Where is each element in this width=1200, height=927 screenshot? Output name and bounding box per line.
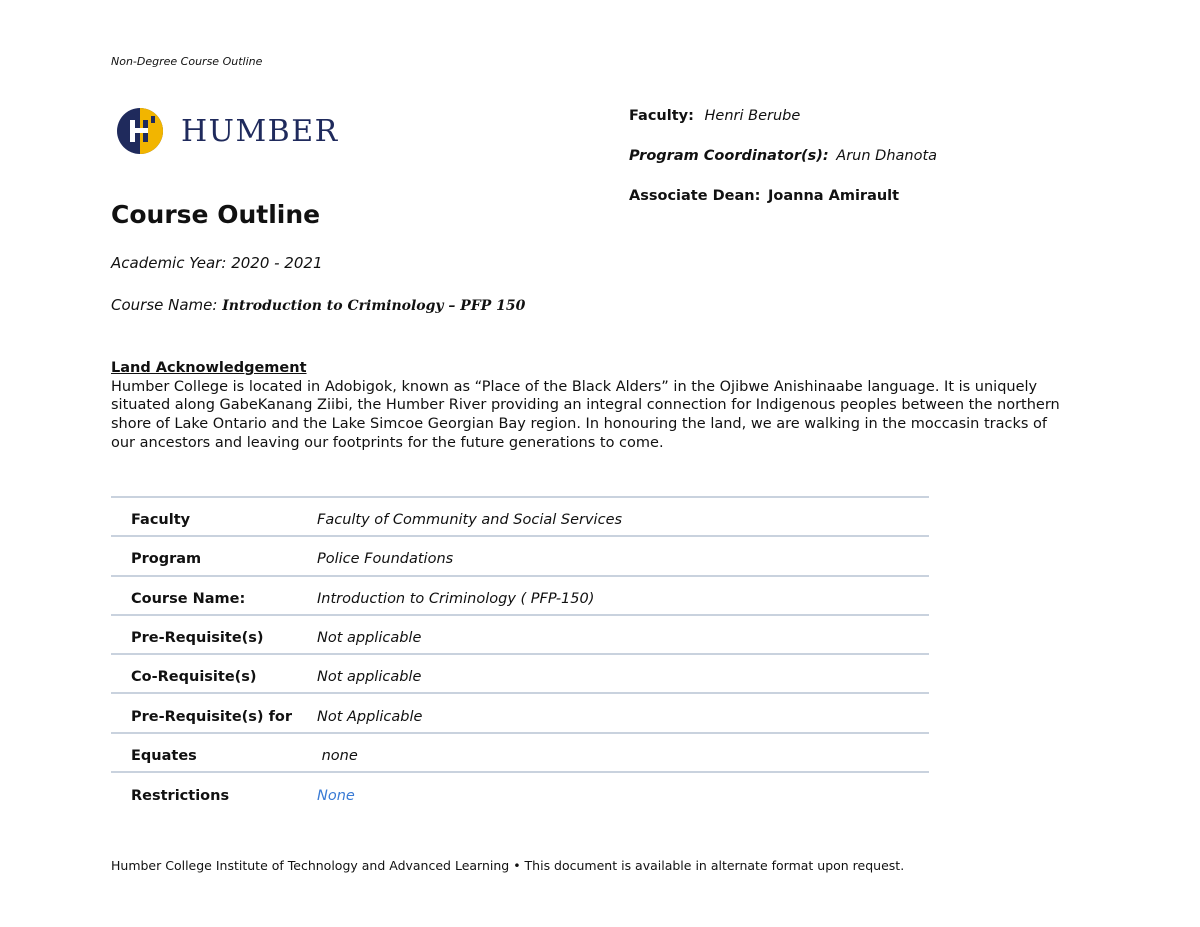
row-label: Restrictions	[131, 787, 230, 804]
academic-year-label: Academic Year:	[111, 254, 227, 272]
academic-year	[111, 254, 322, 272]
row-value: Faculty of Community and Social Services	[317, 512, 623, 529]
table-row	[111, 536, 929, 575]
table-row	[111, 615, 929, 654]
humber-logo-icon	[116, 107, 168, 155]
row-value: Not applicable	[317, 630, 422, 647]
coordinator-row	[629, 148, 937, 188]
page-title: Course Outline	[111, 200, 321, 229]
row-label: Pre-Requisite(s)	[131, 630, 264, 647]
row-label: Equates	[131, 747, 197, 764]
table-row	[111, 733, 929, 772]
table-row	[111, 576, 929, 615]
row-value: Not Applicable	[317, 708, 423, 725]
table-row	[111, 693, 929, 732]
restrictions-link[interactable]: None	[317, 787, 355, 804]
row-label: Co-Requisite(s)	[131, 669, 257, 686]
coordinator-label: Program Coordinator(s):	[629, 148, 829, 164]
row-label: Faculty	[131, 512, 191, 529]
row-value: none	[317, 747, 358, 764]
row-value: Introduction to Criminology ( PFP-150)	[317, 590, 595, 607]
course-name-value: Introduction to Criminology – PFP 150	[222, 298, 526, 314]
row-value: Police Foundations	[317, 551, 454, 568]
faculty-row	[629, 108, 937, 148]
humber-logo	[116, 107, 339, 155]
course-name-label: Course Name:	[111, 296, 218, 314]
row-label: Program	[131, 551, 202, 568]
row-label: Pre-Requisite(s) for	[131, 708, 293, 725]
land-text: Humber College is located in Adobigok, known as “Place of the Black Alders” in the Ojibwe Anishinaabe language. It is uniquely situated along GabeKanang Ziibi, the Humber River providing an integral connection for Indigenous peoples between the northern shore of Lake Ontario and the Lake Simcoe Georgian Bay region. In honouring the land, we are walking in the moccasin tracks of our ancestors and leaving our footprints for the future generations to come.	[111, 378, 1060, 451]
faculty-label: Faculty:	[629, 108, 694, 124]
course-name	[111, 296, 525, 314]
dean-label: Associate Dean:	[629, 188, 761, 204]
land-heading: Land Acknowledgement	[111, 360, 307, 376]
header-note: Non-Degree Course Outline	[111, 55, 263, 68]
table-row	[111, 772, 929, 811]
land-acknowledgement	[111, 359, 1071, 453]
row-value: Not applicable	[317, 669, 422, 686]
table-row	[111, 497, 929, 536]
dean-value: Joanna Amirault	[768, 188, 900, 204]
academic-year-value: 2020 - 2021	[231, 254, 323, 272]
coordinator-value: Arun Dhanota	[836, 148, 938, 164]
faculty-value: Henri Berube	[704, 108, 801, 124]
row-label: Course Name:	[131, 590, 246, 607]
logo-text: HUMBER	[181, 113, 339, 149]
footer: Humber College Institute of Technology and Advanced Learning • This document is available in alternate format upon request.	[111, 858, 905, 873]
faculty-contacts	[629, 108, 937, 228]
course-info-table	[111, 496, 929, 811]
table-row	[111, 654, 929, 693]
dean-row	[629, 188, 937, 228]
